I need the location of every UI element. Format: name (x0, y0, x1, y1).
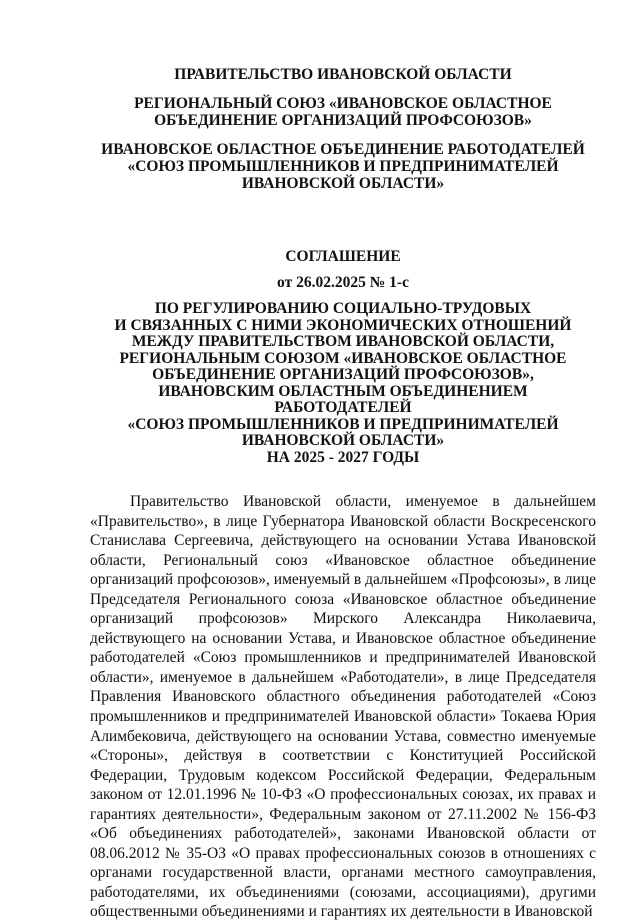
subject-line: НА 2025 - 2027 ГОДЫ (266, 448, 420, 466)
employers-heading-line-2: «СОЮЗ ПРОМЫШЛЕННИКОВ И ПРЕДПРИНИМАТЕЛЕЙ (127, 158, 559, 175)
trade-union-heading-line-2: ОБЪЕДИНЕНИЕ ОРГАНИЗАЦИЙ ПРОФСОЮЗОВ» (154, 112, 532, 129)
subject-line: ИВАНОВСКОЙ ОБЛАСТИ» (241, 432, 445, 449)
employers-heading-line-3: ИВАНОВСКОЙ ОБЛАСТИ» (241, 175, 445, 192)
subject-line: «СОЮЗ ПРОМЫШЛЕННИКОВ И ПРЕДПРИНИМАТЕЛЕЙ (127, 415, 559, 433)
preamble-paragraph: Правительство Ивановской области, именуемое в дальнейшем «Правительство», в лице Губернатора Ивановской области Воскресенского Станислава Сергеевича, действующего на основании Устава Ивановской области, Региональный союз «Ивановское областное объединение организаций профсоюзов», именуемый в дальнейшем «Профсоюзы», в лице Председателя Регионального союза «Ивановское областное объединение организаций профсоюзов» Мирского Александра Николаевича, действующего на основании Устава, и Ивановское областное объединение работодателей «Союз промышленников и предпринимателей Ивановской области», именуемое в дальнейшем «Работодатели», в лице Председателя Правления Ивановского областного объединения работодателей «Союз промышленников и предпринимателей Ивановской области» Токаева Юрия Алимбековича, действующего на основании Устава, совместно именуемые «Стороны», действуя в соответствии с Конституцией Российской Федерации, Трудовым кодексом Российской Федерации, Федеральным законом от 12.01.1996 № 10-ФЗ «О профессиональных союзах, их правах и гарантиях деятельности», Федеральным законом от 27.11.2002 № 156-ФЗ «Об объединениях работодателей», законами Ивановской области от 08.06.2012 № 35-ОЗ «О правах профессиональных союзов в отношениях с органами государственной власти, органами местного самоуправления, работодателями, их объединениями (союзами, ассоциациями), другими общественными объединениями и гарантиях их деятельности в Ивановской (90, 493, 596, 921)
subject-line: ПО РЕГУЛИРОВАНИЮ СОЦИАЛЬНО-ТРУДОВЫХ (154, 300, 532, 317)
document-title: СОГЛАШЕНИЕ (285, 248, 401, 265)
trade-union-heading (90, 95, 596, 129)
employers-heading-line-1: ИВАНОВСКОЕ ОБЛАСТНОЕ ОБЪЕДИНЕНИЕ РАБОТОДАТЕЛЕЙ (101, 141, 585, 158)
subject-line: ИВАНОВСКИМ ОБЛАСТНЫМ ОБЪЕДИНЕНИЕМ РАБОТОДАТЕЛЕЙ (158, 382, 528, 416)
subject-line: ОБЪЕДИНЕНИЕ ОРГАНИЗАЦИЙ ПРОФСОЮЗОВ», (152, 366, 534, 383)
employers-heading (90, 141, 596, 192)
trade-union-heading-line-1: РЕГИОНАЛЬНЫЙ СОЮЗ «ИВАНОВСКОЕ ОБЛАСТНОЕ (134, 95, 552, 112)
subject-line: И СВЯЗАННЫХ С НИМИ ЭКОНОМИЧЕСКИХ ОТНОШЕНИЙ (114, 316, 572, 334)
agreement-subject (90, 301, 596, 466)
government-heading: ПРАВИТЕЛЬСТВО ИВАНОВСКОЙ ОБЛАСТИ (174, 66, 512, 83)
subject-line: РЕГИОНАЛЬНЫМ СОЮЗОМ «ИВАНОВСКОЕ ОБЛАСТНОЕ (119, 349, 567, 367)
header-block (90, 0, 596, 192)
document-date-number: от 26.02.2025 № 1-с (277, 274, 409, 291)
subject-line: МЕЖДУ ПРАВИТЕЛЬСТВОМ ИВАНОВСКОЙ ОБЛАСТИ, (131, 333, 555, 350)
